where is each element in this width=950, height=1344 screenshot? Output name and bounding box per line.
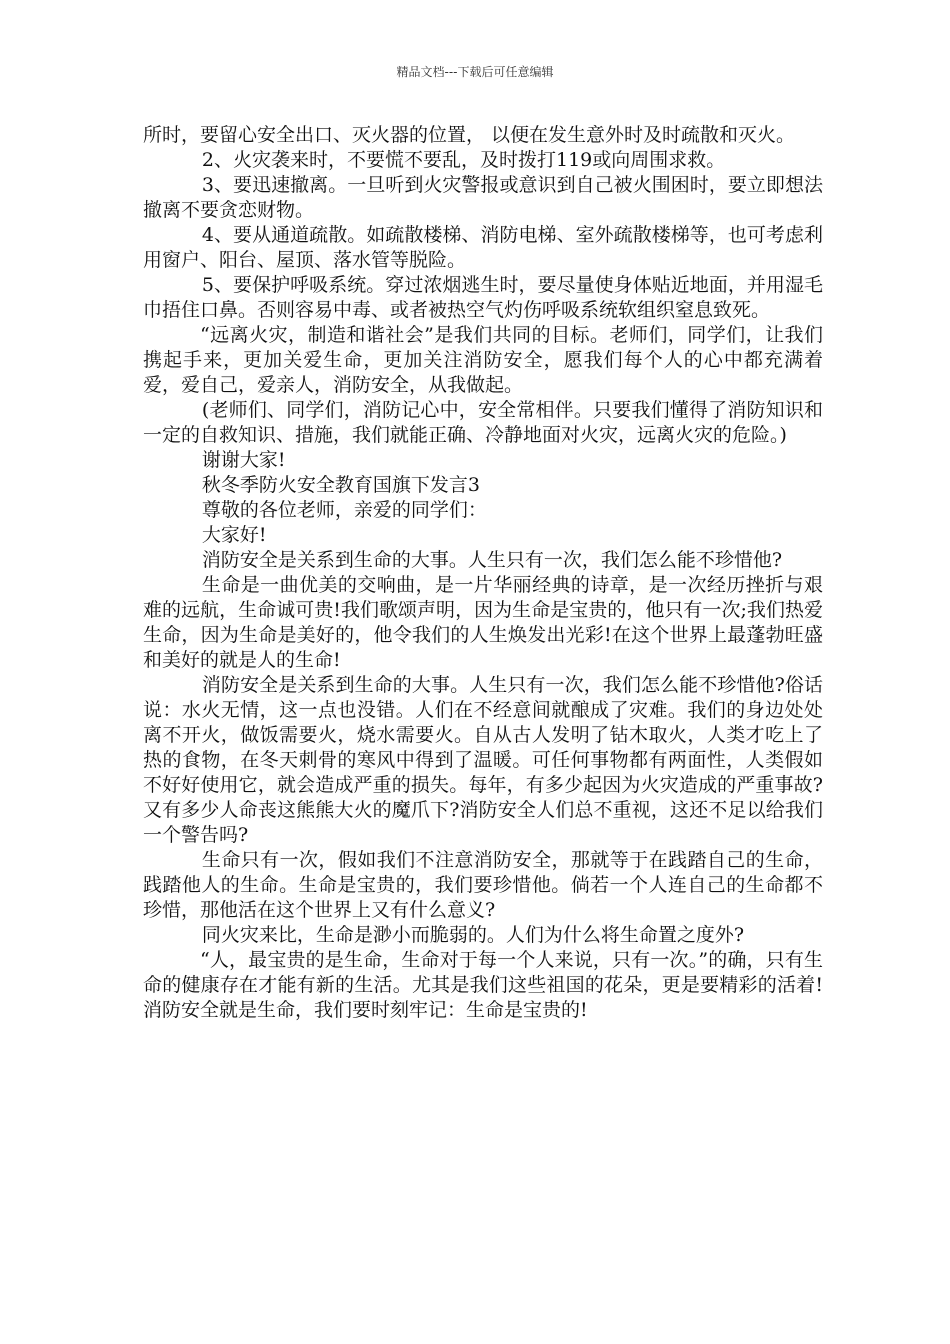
paragraph: “人，最宝贵的是生命，生命对于每一个人来说，只有一次。”的确，只有生命的健康存在才能有新的生活。尤其是我们这些祖国的花朵，更是要精彩的活着!消防安全就是生命，我们要时刻牢记：生命是宝贵的! [143,949,823,1021]
document-body [143,123,823,1023]
paragraph: “远离火灾，制造和谐社会”是我们共同的目标。老师们，同学们，让我们携起手来，更加关爱生命，更加关注消防安全，愿我们每个人的心中都充满着爱，爱自己，爱亲人，消防安全，从我做起。 [143,324,823,396]
paragraph: 2、火灾袭来时，不要慌不要乱，及时拨打119或向周围求救。 [201,149,726,171]
paragraph: 所时，要留心安全出口、灭火器的位置， 以便在发生意外时及时疏散和灭火。 [143,124,796,146]
paragraph: 消防安全是关系到生命的大事。人生只有一次，我们怎么能不珍惜他?俗话说：水火无情，这一点也没错。人们在不经意间就酿成了灾难。我们的身边处处离不开火，做饭需要火，烧水需要火。自从古人发明了钻木取火，人类才吃上了热的食物，在冬天刺骨的寒风中得到了温暖。可任何事物都有两面性，人类假如不好好使用它，就会造成严重的损失。每年，有多少起因为火灾造成的严重事故?又有多少人命丧这熊熊大火的魔爪下?消防安全人们总不重视，这还不足以给我们一个警告吗? [143,674,823,846]
paragraph: 4、要从通道疏散。如疏散楼梯、消防电梯、室外疏散楼梯等，也可考虑利用窗户、阳台、屋顶、落水管等脱险。 [143,224,823,271]
salutation: 尊敬的各位老师，亲爱的同学们： [201,499,487,521]
paragraph: (老师们、同学们，消防记心中，安全常相伴。只要我们懂得了消防知识和一定的自救知识、措施，我们就能正确、冷静地面对火灾，远离火灾的危险。) [143,399,823,446]
paragraph: 消防安全是关系到生命的大事。人生只有一次，我们怎么能不珍惜他? [201,549,783,571]
paragraph: 生命是一曲优美的交响曲，是一片华丽经典的诗章，是一次经历挫折与艰难的远航，生命诚可贵!我们歌颂声明，因为生命是宝贵的，他只有一次;我们热爱生命，因为生命是美好的，他令我们的人生焕发出光彩!在这个世界上最蓬勃旺盛和美好的就是人的生命! [143,574,823,671]
page-header-watermark: 精品文档---下载后可任意编辑 [396,65,554,79]
section-title: 秋冬季防火安全教育国旗下发言3 [201,474,480,496]
greeting: 大家好! [201,524,267,546]
paragraph: 同火灾来比，生命是渺小而脆弱的。人们为什么将生命置之度外? [201,924,745,946]
paragraph: 生命只有一次，假如我们不注意消防安全，那就等于在践踏自己的生命，践踏他人的生命。生命是宝贵的，我们要珍惜他。倘若一个人连自己的生命都不珍惜，那他活在这个世界上又有什么意义? [143,849,823,921]
paragraph: 3、要迅速撤离。一旦听到火灾警报或意识到自己被火围困时，要立即想法撤离不要贪恋财物。 [143,174,823,221]
paragraph: 5、要保护呼吸系统。穿过浓烟逃生时，要尽量使身体贴近地面，并用湿毛巾捂住口鼻。否则容易中毒、或者被热空气灼伤呼吸系统软组织窒息致死。 [143,274,823,321]
paragraph: 谢谢大家! [201,449,286,471]
